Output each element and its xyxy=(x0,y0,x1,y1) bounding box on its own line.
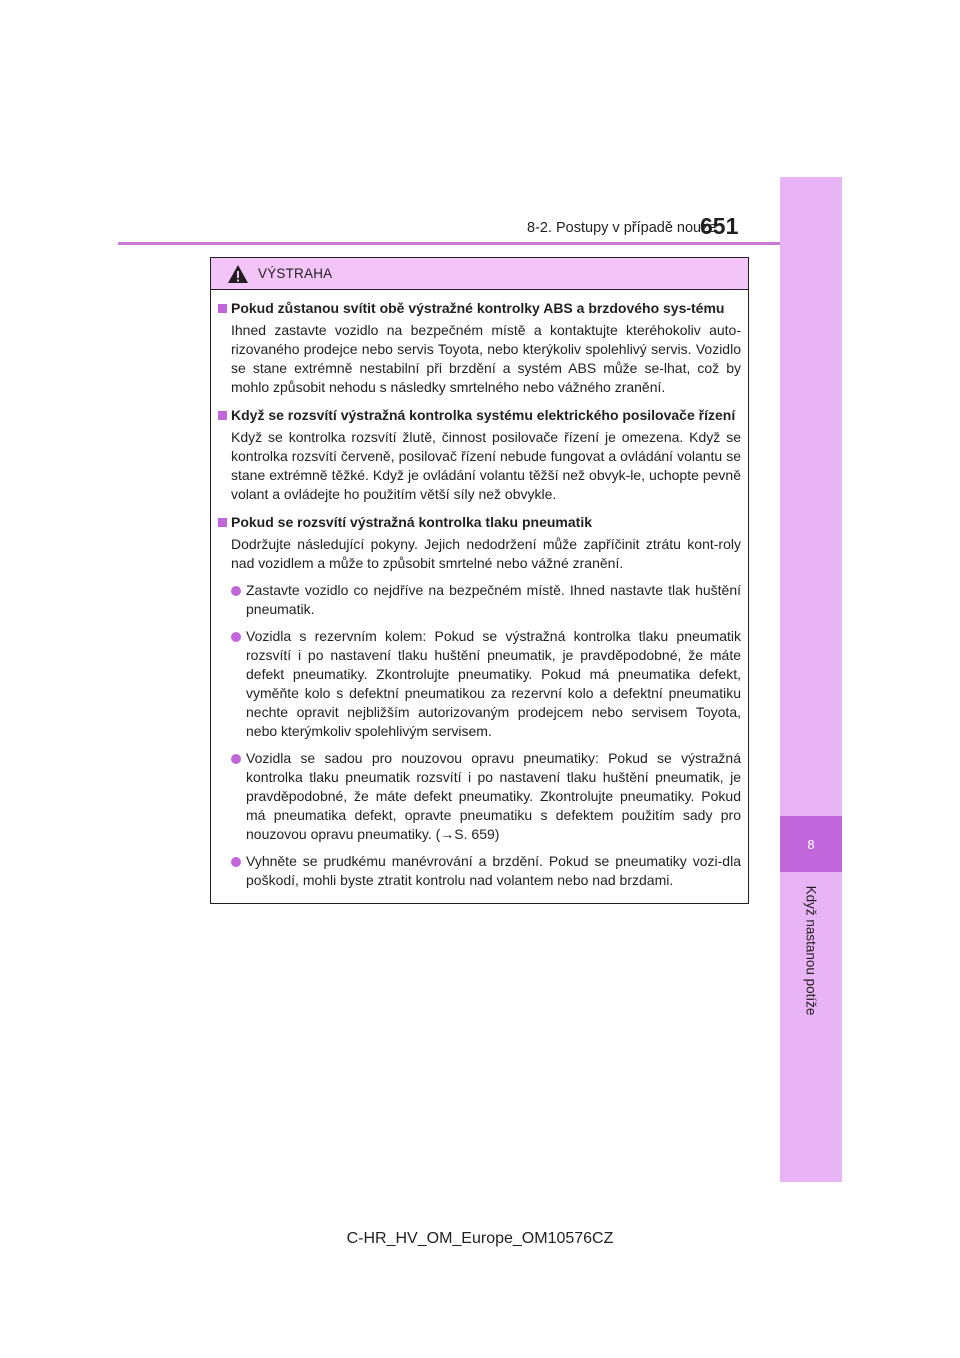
warning-section-abs xyxy=(218,299,741,397)
header-rule xyxy=(118,242,780,245)
list-item-text: Zastavte vozidlo co nejdříve na bezpečném místě. Ihned nastavte tlak huštění pneumatik. xyxy=(246,582,741,617)
list-item xyxy=(231,852,741,890)
list-item-text: Vozidla s rezervním kolem: Pokud se výstražná kontrolka tlaku pneumatik rozsvítí i po nastavení tlaku huštění pneumatik, je pravděpodobné, že máte defekt pneumatiky. Zkontrolujte pneumatiky. Pokud má pneumatika defekt, vyměňte kolo s defektní pneumatikou za rezervní kolo a defektní pneumatiku nechte opravit nejbližším autorizovaným prodejcem nebo servisem Toyota, nebo kterýmkoliv spolehlivým servisem. xyxy=(246,628,741,739)
warning-section-power-steering xyxy=(218,406,741,504)
list-item xyxy=(231,627,741,741)
section-heading xyxy=(218,406,741,425)
warning-section-tire-pressure xyxy=(218,513,741,890)
square-bullet-icon xyxy=(218,518,227,527)
warning-triangle-icon xyxy=(227,264,249,284)
section-paragraph: Ihned zastavte vozidlo na bezpečném místě a kontaktujte kteréhokoliv auto-rizovaného prodejce nebo servis Toyota, nebo kterýkoliv spolehlivý servis. Vozidlo se stane extrémně nestabilní při brzdění a systém ABS může se-lhat, což by mohlo způsobit nehodu s následky smrtelného nebo vážného zranění. xyxy=(231,322,741,395)
section-heading xyxy=(218,513,741,532)
list-item-text: Vozidla se sadou pro nouzovou opravu pneumatiky: Pokud se výstražná kontrolka tlaku pneumatik rozsvítí i po nastavení tlaku huštění pneumatik, je pravděpodobné, že máte defekt pneumatiky. Zkontrolujte pneumatiky. Pokud má pneumatika defekt, opravte pneumatiku s defektem použitím sady pro nouzovou opravu pneumatiky. (→S. 659) xyxy=(246,750,741,842)
list-item xyxy=(231,581,741,619)
section-paragraph: Dodržujte následující pokyny. Jejich nedodržení může zapříčinit ztrátu kont-roly nad vozidlem a může to způsobit smrtelné nebo vážné zranění. xyxy=(231,536,741,571)
section-heading-text: Pokud se rozsvítí výstražná kontrolka tlaku pneumatik xyxy=(231,514,592,530)
warning-title: VÝSTRAHA xyxy=(258,266,333,281)
round-bullet-icon xyxy=(231,754,241,764)
section-paragraph: Když se kontrolka rozsvítí žlutě, činnost posilovače řízení je omezena. Když se kontrolka rozsvítí červeně, posilovač řízení nebude fungovat a ovládání volantu se stane extrémně těžké. Když je ovládání volantu těžší než obvyk-le, uchopte pevně volant a ovládejte ho použitím větší síly než obvykle. xyxy=(231,429,741,502)
section-title: 8-2. Postupy v případě nouze xyxy=(527,220,717,236)
section-heading xyxy=(218,299,741,318)
chapter-side-tab xyxy=(780,177,842,1182)
list-item-text: Vyhněte se prudkému manévrování a brzdění. Pokud se pneumatiky vozi-dla poškodí, mohli byste ztratit kontrolu nad volantem nebo nad brzdami. xyxy=(246,853,741,888)
chapter-number-tab[interactable]: 8 xyxy=(780,816,842,872)
round-bullet-icon xyxy=(231,586,241,596)
section-heading-text: Pokud zůstanou svítit obě výstražné kontrolky ABS a brzdového sys-tému xyxy=(231,300,725,316)
round-bullet-icon xyxy=(231,857,241,867)
square-bullet-icon xyxy=(218,304,227,313)
section-heading-text: Když se rozsvítí výstražná kontrolka systému elektrického posilovače řízení xyxy=(231,407,736,423)
round-bullet-icon xyxy=(231,632,241,642)
document-code: C-HR_HV_OM_Europe_OM10576CZ xyxy=(346,1230,614,1247)
chapter-title: Když nastanou potíže xyxy=(803,885,819,1016)
warning-box xyxy=(210,257,749,904)
list-item xyxy=(231,749,741,844)
page-number: 651 xyxy=(700,213,739,239)
square-bullet-icon xyxy=(218,411,227,420)
warning-header xyxy=(211,258,748,290)
warning-body xyxy=(211,290,748,890)
